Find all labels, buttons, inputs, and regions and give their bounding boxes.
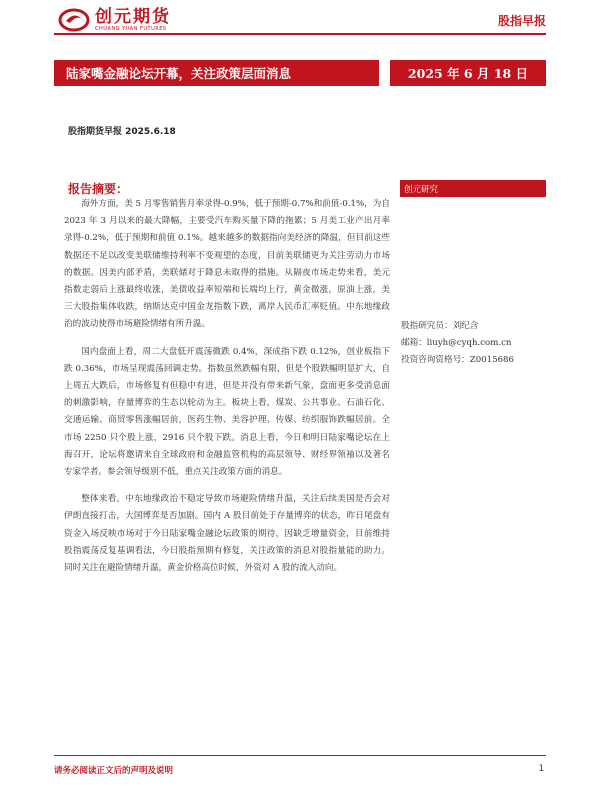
summary-heading: 报告摘要： bbox=[68, 182, 129, 196]
summary-body bbox=[64, 196, 390, 587]
logo-english-name: CHUANG YUAN FUTURES bbox=[95, 25, 167, 32]
summary-paragraph-domestic: 国内盘面上看，周二大盘低开震荡微跌 0.4%，深成指下跌 0.12%，创业板指下跌 0.36%，市场呈现震荡回调走势。指数虽然跌幅有限，但是个股跌幅明显扩大，自上周五大跌后，市场修复有但稳中有进，但是并没有带来新气象，盘面更多受消息面的刺激影响，存量博弈的生态以轮动为主。板块上看，煤炭、公共事业、石油石化、交通运输、商贸零售涨幅居前，医药生物、美容护理、传媒、纺织服饰跌幅居前。全市场 2250 只个股上涨，2916 只个股下跌。消息上看，今日和明日陆家嘴论坛在上海召开，论坛将邀请来自全球政府和金融监管机构的高层领导、财经界领袖以及著名专家学者。参会领导级别不低，重点关注政策方面的消息。 bbox=[64, 346, 390, 478]
report-type: 股指早报 bbox=[497, 14, 546, 28]
analyst-name: 股指研究员：刘纪含 bbox=[401, 321, 479, 331]
summary-paragraph-outlook: 整体来看，中东地缘政治不稳定导致市场避险情绪升温，关注后续美国是否会对伊朗直接打击，大国博弈是否加剧。国内 A 股目前处于存量博弈的状态，昨日尾盘有资金入场反映市场对于今日陆家嘴金融论坛政策的期待，因缺乏增量资金，目前维持股指震荡反复基调看法，今日股指预期有修复，关注政策的消息对股指量能的助力。同时关注在避险情绪升温，黄金价格高位时候，外资对 A 股的流入动向。 bbox=[64, 494, 390, 574]
analyst-license: 投资咨询资格号：Z0015686 bbox=[401, 355, 514, 365]
logo-chinese-name: 创元期货 bbox=[95, 6, 171, 27]
footer-divider bbox=[54, 755, 546, 756]
header-divider bbox=[54, 33, 546, 35]
report-date: 2025 年 6 月 18 日 bbox=[407, 66, 529, 81]
footer-disclaimer: 请务必阅读正文后的声明及说明 bbox=[54, 766, 174, 776]
summary-paragraph-overseas: 海外方面，美 5 月零售销售月率录得-0.9%，低于预期-0.7%和前值-0.1%，为自 2023 年 3 月以来的最大降幅，主要受汽车购买量下降的拖累；5 月美工业产出月率录得-0.2%，低于预期和前值 0.1%。越来越多的数据指向美经济的降温，但目前这些数据还不足以改变美联储维持利率不变观望的态度，目前美联储更为关注劳动力市场的数据。因美内部矛盾，美联储对于降息未取得的措施。从隔夜市场走势来看，美元指数走弱后上涨最终收涨，美债收益率短端和长端均上行，黄金微涨，原油上涨，美三大股指集体收跌，纳斯达克中国金龙指数下跌，离岸人民币汇率贬值。中东地缘政治的波动使得市场避险情绪有所升温。 bbox=[64, 199, 390, 330]
document-label: 股指期货早报 2025.6.18 bbox=[68, 127, 176, 137]
report-date-banner bbox=[390, 60, 546, 86]
report-title: 陆家嘴金融论坛开幕，关注政策层面消息 bbox=[66, 66, 292, 81]
sidebar-title-text: 创元研究 bbox=[404, 184, 439, 195]
report-title-banner bbox=[54, 60, 379, 86]
page-number: 1 bbox=[538, 764, 544, 774]
company-logo bbox=[58, 7, 171, 33]
analyst-email[interactable]: 邮箱：liuyh@cyqh.com.cn bbox=[401, 338, 512, 348]
sidebar-section-title bbox=[400, 180, 546, 197]
logo-swirl-icon bbox=[58, 7, 90, 33]
analyst-info bbox=[401, 318, 551, 369]
